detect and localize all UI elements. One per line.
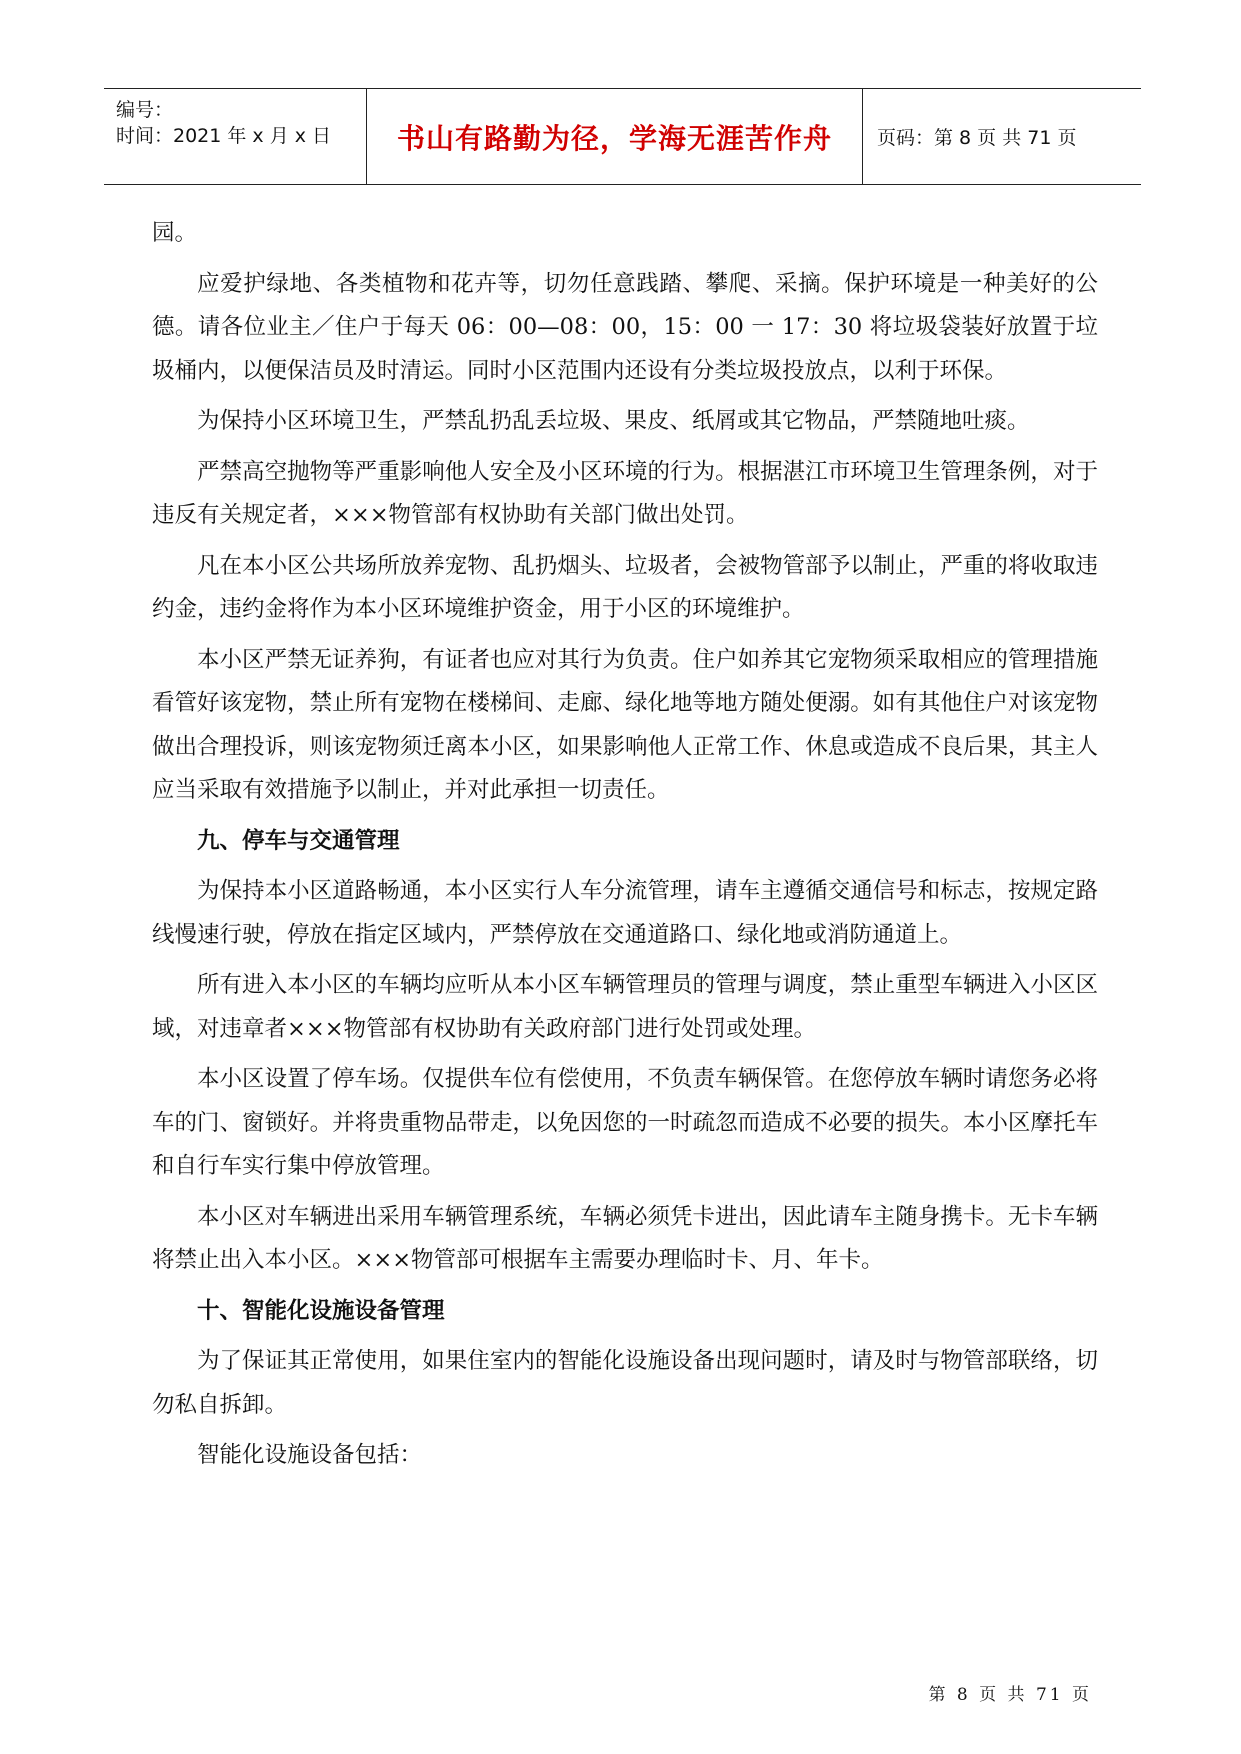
paragraph: 本小区对车辆进出采用车辆管理系统，车辆必须凭卡进出，因此请车主随身携卡。无卡车辆将禁止出入本小区。×××物管部可根据车主需要办理临时卡、月、年卡。 <box>152 1203 1098 1273</box>
page-footer-number: 第 8 页 共 71 页 <box>928 1685 1092 1705</box>
header-motto-cell <box>367 89 863 184</box>
paragraph: 智能化设施设备包括： <box>197 1442 423 1468</box>
paragraph: 凡在本小区公共场所放养宠物、乱扔烟头、垃圾者，会被物管部予以制止，严重的将收取违约金，违约金将作为本小区环境维护资金，用于小区的环境维护。 <box>152 552 1098 622</box>
paragraph: 所有进入本小区的车辆均应听从本小区车辆管理员的管理与调度，禁止重型车辆进入小区区域，对违章者×××物管部有权协助有关政府部门进行处罚或处理。 <box>152 972 1098 1042</box>
page-header <box>104 88 1141 185</box>
section-heading: 十、智能化设施设备管理 <box>197 1297 445 1324</box>
document-body <box>152 212 1098 1485</box>
paragraph: 严禁高空抛物等严重影响他人安全及小区环境的行为。根据湛江市环境卫生管理条例，对于违反有关规定者，×××物管部有权协助有关部门做出处罚。 <box>152 458 1098 528</box>
paragraph: 应爱护绿地、各类植物和花卉等，切勿任意践踏、攀爬、采摘。保护环境是一种美好的公德。请各位业主／住户于每天 06：00—08：00，15：00 一 17：30 将垃圾袋装好放置于垃圾桶内，以便保洁员及时清运。同时小区范围内还设有分类垃圾投放点，以利于环保。 <box>152 270 1098 384</box>
paragraph: 为保持小区环境卫生，严禁乱扔乱丢垃圾、果皮、纸屑或其它物品，严禁随地吐痰。 <box>197 408 1030 434</box>
header-page-cell <box>863 89 1141 184</box>
section-heading: 九、停车与交通管理 <box>197 827 400 854</box>
document-date-label: 时间：2021 年 x 月 x 日 <box>116 125 332 147</box>
header-page-info: 页码：第 8 页 共 71 页 <box>877 127 1077 149</box>
paragraph: 为保持本小区道路畅通，本小区实行人车分流管理，请车主遵循交通信号和标志，按规定路线慢速行驶，停放在指定区域内，严禁停放在交通道路口、绿化地或消防通道上。 <box>152 878 1098 948</box>
header-motto: 书山有路勤为径，学海无涯苦作舟 <box>396 121 832 155</box>
document-number-label: 编号： <box>116 99 174 121</box>
paragraph: 为了保证其正常使用，如果住室内的智能化设施设备出现问题时，请及时与物管部联络，切勿私自拆卸。 <box>152 1348 1098 1418</box>
paragraph: 本小区设置了停车场。仅提供车位有偿使用，不负责车辆保管。在您停放车辆时请您务必将车的门、窗锁好。并将贵重物品带走，以免因您的一时疏忽而造成不必要的损失。本小区摩托车和自行车实行集中停放管理。 <box>152 1066 1098 1179</box>
header-meta-cell <box>104 89 367 184</box>
paragraph: 本小区严禁无证养狗，有证者也应对其行为负责。住户如养其它宠物须采取相应的管理措施看管好该宠物，禁止所有宠物在楼梯间、走廊、绿化地等地方随处便溺。如有其他住户对该宠物做出合理投诉，则该宠物须迁离本小区，如果影响他人正常工作、休息或造成不良后果，其主人应当采取有效措施予以制止，并对此承担一切责任。 <box>152 646 1098 803</box>
paragraph: 园。 <box>152 220 198 246</box>
